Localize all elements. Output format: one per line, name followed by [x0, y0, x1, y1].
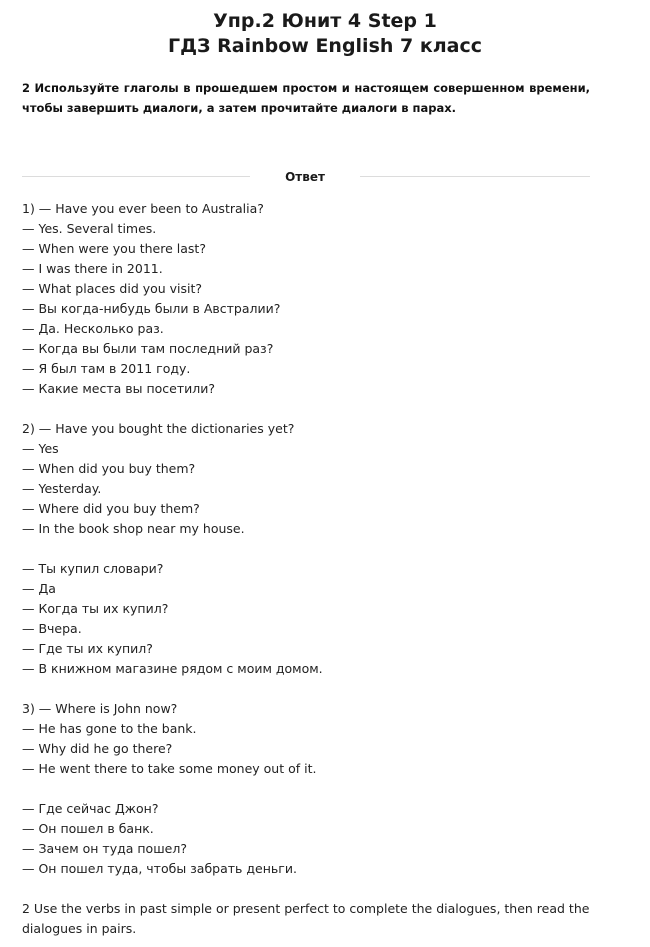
dialogue-line: 2) — Have you bought the dictionaries yet?	[22, 421, 295, 436]
dialogue-line: — Where did you buy them?	[22, 501, 200, 516]
answer-heading: Ответ	[285, 170, 325, 184]
dialogue-line: — He has gone to the bank.	[22, 721, 197, 736]
dialogue-line: — В книжном магазине рядом с моим домом.	[22, 661, 323, 676]
dialogue-line: — What places did you visit?	[22, 281, 203, 296]
dialogue-line: — Вчера.	[22, 621, 82, 636]
dialogue-line: — Yesterday.	[22, 481, 102, 496]
dialogue-line: — In the book shop near my house.	[22, 521, 245, 536]
page-title: Упр.2 Юнит 4 Step 1	[213, 10, 437, 32]
dialogue-line: — Ты купил словари?	[22, 561, 164, 576]
divider-right	[360, 176, 590, 177]
task-text-en: 2 Use the verbs in past simple or present perfect to complete the dialogues, then read the dialogues in pairs.	[22, 901, 590, 936]
dialogue-line: — Да	[22, 581, 56, 596]
dialogue-line: 1) — Have you ever been to Australia?	[22, 201, 264, 216]
page-subtitle: ГДЗ Rainbow English 7 класс	[167, 35, 483, 57]
task-text-ru: 2 Используйте глаголы в прошедшем простом и настоящем совершенном времени, чтобы завершить диалоги, а затем прочитайте диалоги в парах.	[22, 81, 590, 115]
dialogue-line: — Когда ты их купил?	[22, 601, 169, 616]
dialogue-line: — Да. Несколько раз.	[22, 321, 164, 336]
dialogue-line: — Я был там в 2011 году.	[22, 361, 191, 376]
dialogue-line: — When did you buy them?	[22, 461, 196, 476]
dialogue-line: — Где сейчас Джон?	[22, 801, 159, 816]
dialogue-line: — Где ты их купил?	[22, 641, 153, 656]
dialogue-line: — Вы когда-нибудь были в Австралии?	[22, 301, 281, 316]
dialogue-line: — I was there in 2011.	[22, 261, 163, 276]
dialogue-line: — Yes	[22, 441, 59, 456]
dialogue-line: — Yes. Several times.	[22, 221, 157, 236]
dialogue-line: — Зачем он туда пошел?	[22, 841, 187, 856]
dialogue-line: — When were you there last?	[22, 241, 206, 256]
dialogue-line: — Why did he go there?	[22, 741, 173, 756]
dialogue-line: — Какие места вы посетили?	[22, 381, 215, 396]
dialogue-line: — He went there to take some money out of it.	[22, 761, 317, 776]
divider-left	[22, 176, 250, 177]
dialogue-line: — Когда вы были там последний раз?	[22, 341, 274, 356]
dialogue-line: — Он пошел в банк.	[22, 821, 154, 836]
dialogue-line: — Он пошел туда, чтобы забрать деньги.	[22, 861, 297, 876]
dialogue-line: 3) — Where is John now?	[22, 701, 178, 716]
